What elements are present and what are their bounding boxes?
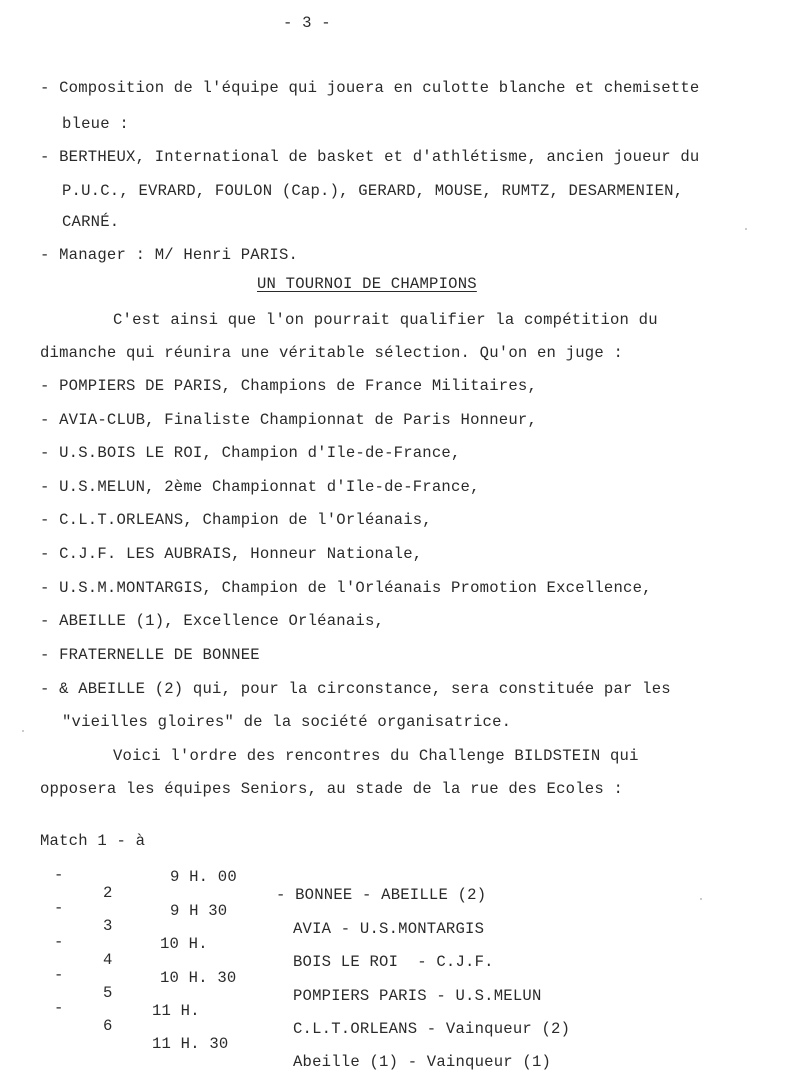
match-time: 9 H 30: [170, 902, 228, 920]
match-game: - BONNEE - ABEILLE (2): [276, 886, 487, 904]
composition-line-2: bleue :: [62, 115, 129, 133]
team-item: - C.L.T.ORLEANS, Champion de l'Orléanais,: [40, 511, 432, 529]
team-item: - & ABEILLE (2) qui, pour la circonstance, sera constituée par les: [40, 680, 671, 698]
match-prefix: -: [54, 966, 64, 984]
players-line-3: CARNÉ.: [62, 213, 120, 231]
schedule-intro-line-2: opposera les équipes Seniors, au stade de la rue des Ecoles :: [40, 780, 624, 798]
match-number: 5: [103, 984, 113, 1002]
teams-continuation: "vieilles gloires" de la société organisatrice.: [62, 713, 512, 731]
team-item: - U.S.MELUN, 2ème Championnat d'Ile-de-France,: [40, 478, 480, 496]
team-item: - AVIA-CLUB, Finaliste Championnat de Paris Honneur,: [40, 411, 538, 429]
team-item: - C.J.F. LES AUBRAIS, Honneur Nationale,: [40, 545, 423, 563]
match-game: AVIA - U.S.MONTARGIS: [293, 920, 485, 938]
team-item: - ABEILLE (1), Excellence Orléanais,: [40, 612, 385, 630]
match-game: Abeille (1) - Vainqueur (1): [293, 1053, 552, 1071]
match-number: 4: [103, 951, 113, 969]
section-heading: UN TOURNOI DE CHAMPIONS: [257, 275, 477, 293]
paper-speck: [700, 898, 702, 900]
match-time: 9 H. 00: [170, 868, 237, 886]
schedule-intro-line-1: Voici l'ordre des rencontres du Challenge BILDSTEIN qui: [113, 747, 639, 765]
match-number: 6: [103, 1017, 113, 1035]
manager-line: - Manager : M/ Henri PARIS.: [40, 246, 299, 264]
match-time: 11 H.: [152, 1002, 200, 1020]
match-time: 10 H.: [160, 935, 208, 953]
paper-speck: [22, 730, 24, 732]
match-row: [40, 814, 740, 904]
match-prefix: -: [54, 899, 64, 917]
team-item: - FRATERNELLE DE BONNEE: [40, 646, 260, 664]
match-number: 2: [103, 884, 113, 902]
match-game: C.L.T.ORLEANS - Vainqueur (2): [293, 1020, 571, 1038]
team-item: - U.S.BOIS LE ROI, Champion d'Ile-de-France,: [40, 444, 461, 462]
match-game: BOIS LE ROI - C.J.F.: [293, 953, 494, 971]
intro-line-1: C'est ainsi que l'on pourrait qualifier la compétition du: [113, 311, 658, 329]
paper-speck: [745, 228, 747, 230]
match-game: POMPIERS PARIS - U.S.MELUN: [293, 987, 542, 1005]
players-line-2: P.U.C., EVRARD, FOULON (Cap.), GERARD, MOUSE, RUMTZ, DESARMENIEN,: [62, 182, 684, 200]
match-time: 11 H. 30: [152, 1035, 229, 1053]
page-number: - 3 -: [283, 14, 331, 32]
match-time: 10 H. 30: [160, 969, 237, 987]
intro-line-2: dimanche qui réunira une véritable sélection. Qu'on en juge :: [40, 344, 624, 362]
match-prefix: Match 1 - à: [40, 832, 146, 850]
match-number: 3: [103, 917, 113, 935]
players-line-1: - BERTHEUX, International de basket et d'athlétisme, ancien joueur du: [40, 148, 700, 166]
match-prefix: -: [54, 866, 64, 884]
match-prefix: -: [54, 933, 64, 951]
match-prefix: -: [54, 999, 64, 1017]
team-item: - POMPIERS DE PARIS, Champions de France Militaires,: [40, 377, 538, 395]
composition-line-1: - Composition de l'équipe qui jouera en culotte blanche et chemisette: [40, 79, 700, 97]
team-item: - U.S.M.MONTARGIS, Champion de l'Orléanais Promotion Excellence,: [40, 579, 652, 597]
